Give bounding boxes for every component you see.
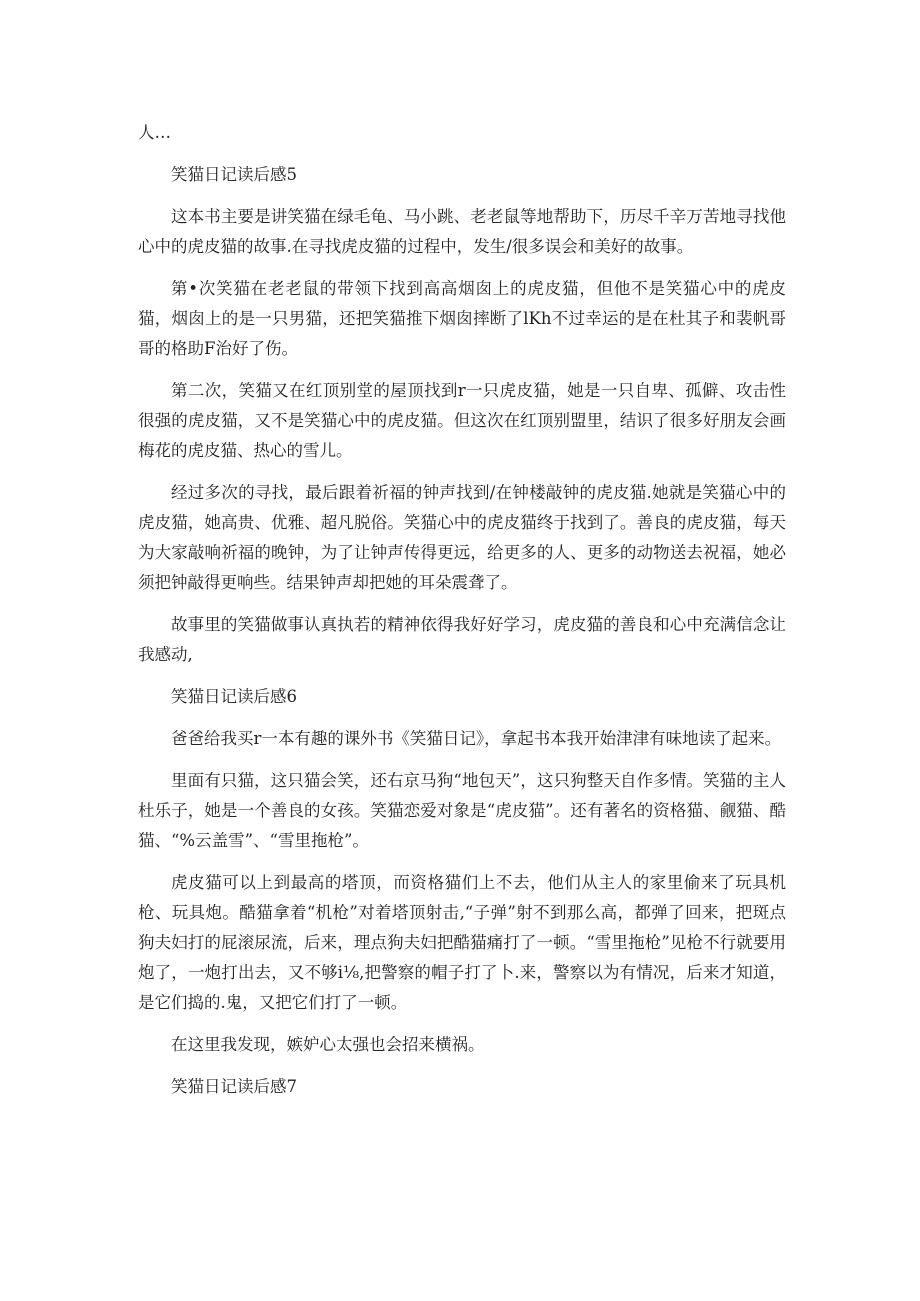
paragraph: 虎皮猫可以上到最高的塔顶，而资格猫们上不去，他们从主人的家里偷来了玩具机枪、玩具炮。酷猫拿着“机枪”对着塔顶射击,“子弹”射不到那么高，都弹了回来，把斑点狗夫妇打的屁滚尿流，后来，理点狗夫妇把酷猫痛打了一顿。“雪里拖枪”见枪不行就要用炮了，一炮打出去，又不够i⅛,把警察的帽子打了卜.来，警察以为有情况，后来才知道，是它们捣的.鬼，又把它们打了一顿。 <box>138 873 786 1012</box>
paragraph: 经过多次的寻找，最后跟着祈福的钟声找到/在钟楼敲钟的虎皮猫.她就是笑猫心中的虎皮猫，她高贵、优雅、超凡脱俗。笑猫心中的虎皮猫终于找到了。善良的虎皮猫，每天为大家敲响祈福的晚钟，为了让钟声传得更远，给更多的人、更多的动物送去祝福，她必须把钟敲得更响些。结果钟声却把她的耳朵震聋了。 <box>138 483 786 592</box>
paragraph: 故事里的笑猫做事认真执若的精神依得我好好学习，虎皮猫的善良和心中充满信念让我感动, <box>138 615 786 664</box>
document-body <box>138 118 786 1114</box>
section-heading: 笑猫日记读后感6 <box>171 687 297 706</box>
paragraph: 人… <box>138 123 171 142</box>
section-heading: 笑猫日记读后感7 <box>171 1077 297 1096</box>
section-heading: 笑猫日记读后感5 <box>171 165 297 184</box>
paragraph: 第•次笑猫在老老鼠的带领下找到高高烟囱上的虎皮猫，但他不是笑猫心中的虎皮猫，烟囱上的是一只男猫，还把笑猫推下烟囱摔断了lKh不过幸运的是在杜其子和裴帆哥哥的格助F治好了伤。 <box>138 279 786 358</box>
paragraph: 这本书主要是讲笑猫在绿毛龟、马小跳、老老鼠等地帮助下，历尽千辛万苦地寻找他心中的虎皮猫的故事.在寻找虎皮猫的过程中，发生/很多误会和美好的故事。 <box>138 207 786 256</box>
paragraph: 在这里我发现，嫉妒心太强也会招来横祸。 <box>171 1035 485 1054</box>
paragraph: 第二次，笑猫又在红顶别堂的屋顶找到r一只虎皮猫，她是一只自卑、孤僻、攻击性很强的虎皮猫，又不是笑猫心中的虎皮猫。但这次在红顶别盟里，结识了很多好朋友会画梅花的虎皮猫、热心的雪儿。 <box>138 381 786 460</box>
paragraph: 爸爸给我买r一本有趣的课外书《笑猫日记》，拿起书本我开始津津有味地读了起来。 <box>171 729 782 748</box>
paragraph: 里面有只猫，这只猫会笑，还右京马狗“地包天”，这只狗整天自作多情。笑猫的主人杜乐子，她是一个善良的女孩。笑猫恋爱对象是“虎皮猫”。还有著名的资格猫、觎猫、酷猫、“%云盖雪”、“雪里拖枪”。 <box>138 771 786 850</box>
